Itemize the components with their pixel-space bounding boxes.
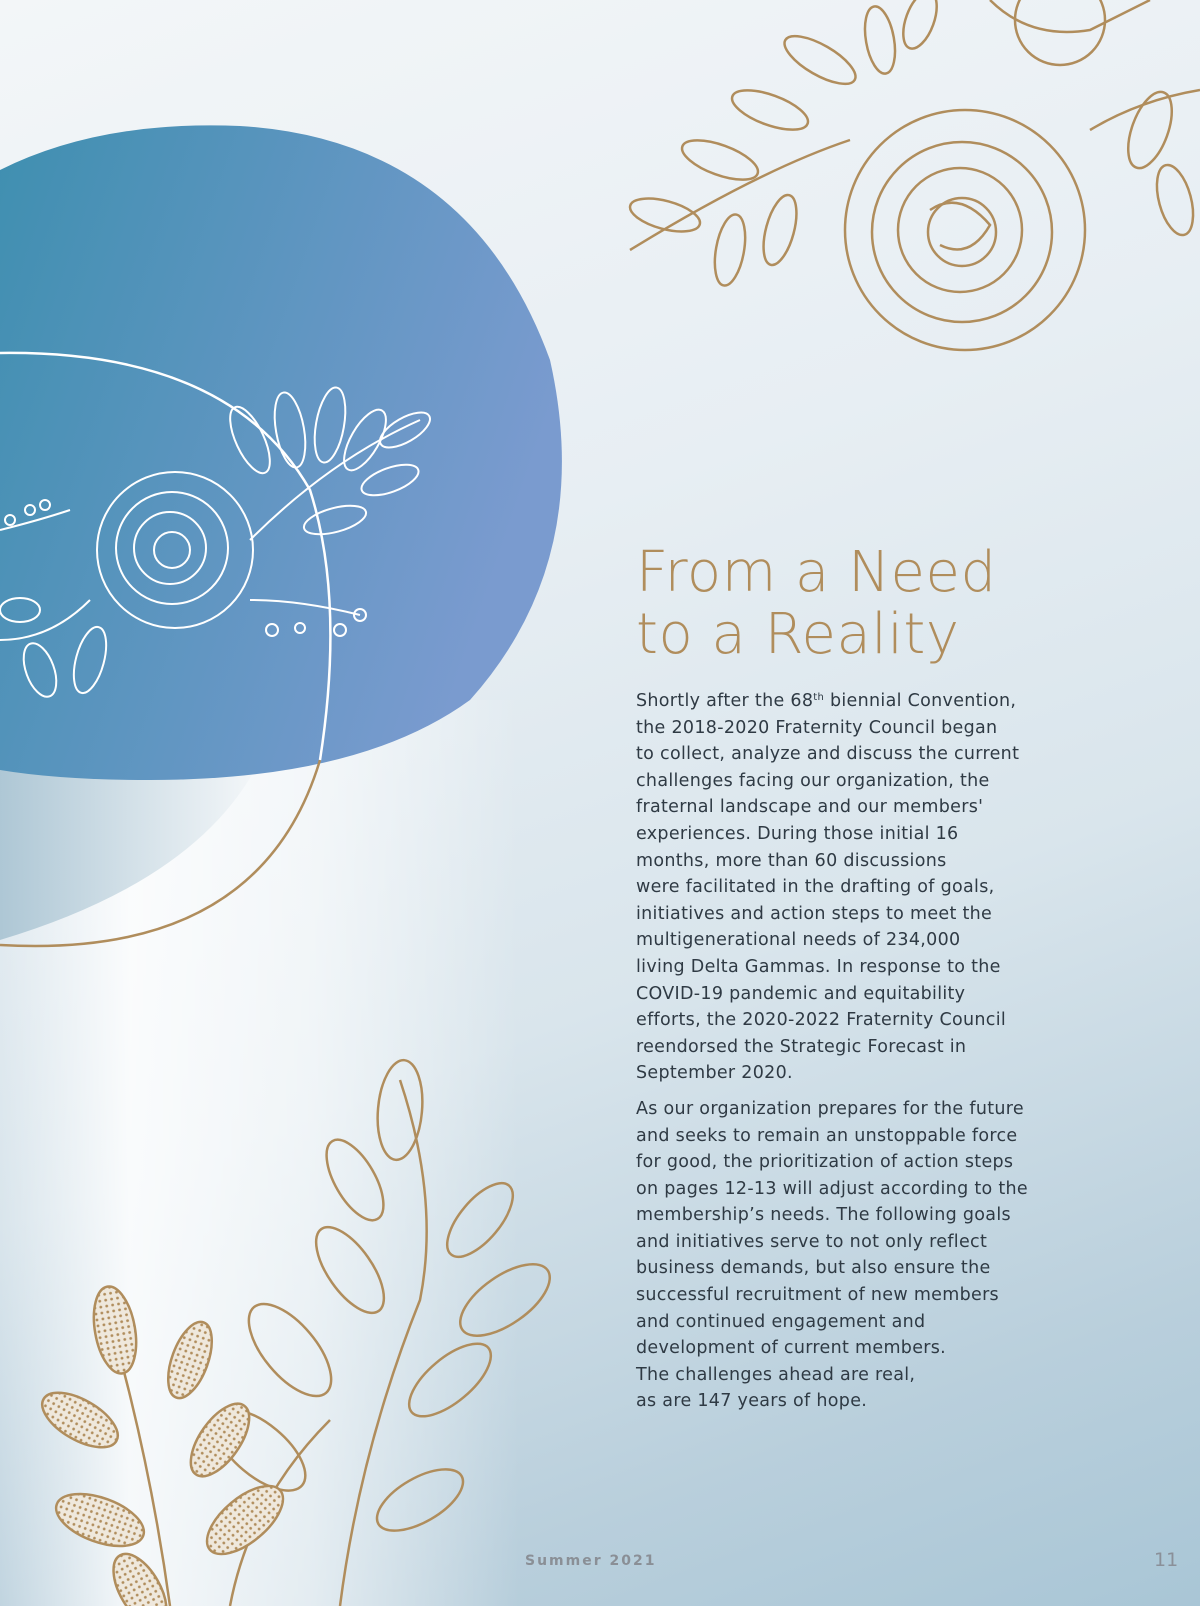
title-line: From a Need	[636, 540, 997, 605]
text-line: and seeks to remain an unstoppable force	[636, 1125, 1018, 1146]
text-line: efforts, the 2020-2022 Fraternity Council	[636, 1010, 1007, 1031]
text-line: to collect, analyze and discuss the current	[636, 744, 1020, 765]
text-line: The challenges ahead are real,	[636, 1364, 916, 1385]
text-line: months, more than 60 discussions	[636, 850, 947, 871]
paragraph-1	[636, 688, 1056, 1087]
text-line: as are 147 years of hope.	[636, 1391, 868, 1412]
text-line: reendorsed the Strategic Forecast in	[636, 1036, 967, 1057]
text-line: September 2020.	[636, 1063, 793, 1084]
title-line: to a Reality	[636, 602, 960, 667]
text-line: Shortly after the 68th biennial Convention,	[636, 691, 1017, 711]
text-line: successful recruitment of new members	[636, 1285, 999, 1306]
text-line: development of current members.	[636, 1338, 947, 1359]
blue-circle-shape	[0, 125, 562, 780]
text-line: membership’s needs. The following goals	[636, 1205, 1011, 1226]
text-line: initiatives and action steps to meet the	[636, 903, 993, 924]
text-line: were facilitated in the drafting of goals,	[636, 877, 995, 898]
article-title	[636, 542, 1096, 666]
text-line: and continued engagement and	[636, 1311, 926, 1332]
text-line: COVID-19 pandemic and equitability	[636, 983, 966, 1004]
gold-leaves-bottom-left	[34, 1058, 562, 1606]
page-number: 11	[1154, 1549, 1179, 1571]
text-line: multigenerational needs of 234,000	[636, 930, 961, 951]
pale-crescent-shape	[0, 760, 260, 940]
text-line: fraternal landscape and our members'	[636, 797, 984, 818]
text-line: business demands, but also ensure the	[636, 1258, 991, 1279]
text-line: for good, the prioritization of action steps	[636, 1152, 1014, 1173]
text-line: and initiatives serve to not only reflect	[636, 1231, 988, 1252]
text-line: the 2018-2020 Fraternity Council began	[636, 717, 998, 738]
text-line: living Delta Gammas. In response to the	[636, 956, 1001, 977]
text-line: experiences. During those initial 16	[636, 823, 959, 844]
text-line: As our organization prepares for the future	[636, 1098, 1024, 1119]
text-line: challenges facing our organization, the	[636, 770, 990, 791]
gold-roses-top-right	[627, 0, 1200, 350]
article-body	[636, 688, 1056, 1415]
text-line: on pages 12-13 will adjust according to the	[636, 1178, 1028, 1199]
paragraph-2	[636, 1096, 1056, 1415]
issue-label: Summer 2021	[525, 1553, 657, 1569]
